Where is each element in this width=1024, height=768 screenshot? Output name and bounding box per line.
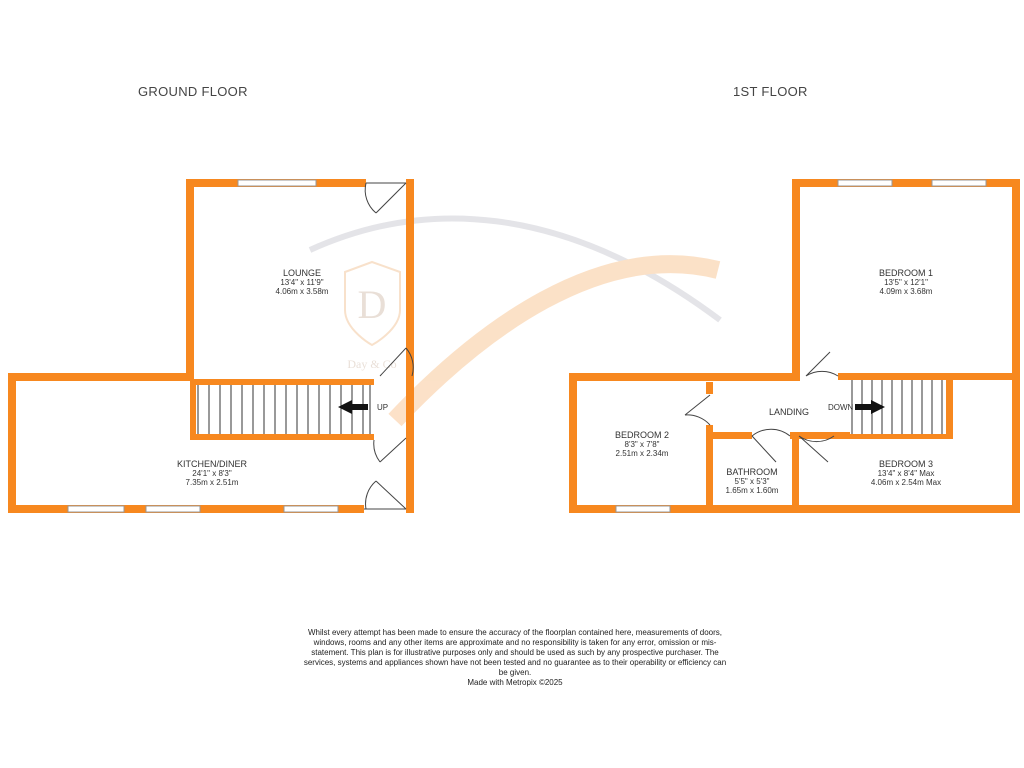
disclaimer xyxy=(300,628,730,688)
bedroom2-metric: 2.51m x 2.34m xyxy=(615,449,669,458)
wall xyxy=(946,378,953,438)
kitchen-name: KITCHEN/DINER xyxy=(176,459,248,469)
bedroom1-metric: 4.09m x 3.68m xyxy=(879,287,933,296)
wall xyxy=(706,432,752,439)
ground-floor-plan xyxy=(8,179,414,513)
bedroom3-name: BEDROOM 3 xyxy=(878,459,934,469)
lounge-imperial: 13'4" x 11'9" xyxy=(280,278,324,287)
bedroom2-imperial: 8'3" x 7'8" xyxy=(624,440,660,449)
first-floor-plan xyxy=(569,179,1020,513)
disclaimer-text: Whilst every attempt has been made to ensure the accuracy of the floorplan contained here, measurements of doors, windows, rooms and any other items are approximate and no responsibility is taken for any error, omission or mis-statement. This plan is for illustrative purposes only and should be used as such by any prospective purchaser. The services, systems and appliances shown have not been tested and no guarantee as to their operability or efficiency can be given. xyxy=(303,628,727,677)
wall xyxy=(792,179,800,379)
doors-ground xyxy=(364,183,413,509)
window xyxy=(238,180,316,186)
wall xyxy=(190,379,196,440)
wall xyxy=(838,373,1020,380)
window xyxy=(838,180,892,186)
bedroom1-imperial: 13'5" x 12'1" xyxy=(884,278,928,287)
wall xyxy=(792,432,799,513)
wall xyxy=(8,373,194,381)
first-floor-title: 1ST FLOOR xyxy=(733,84,808,99)
window xyxy=(146,506,200,512)
window xyxy=(68,506,124,512)
kitchen-imperial: 24'1" x 8'3" xyxy=(192,469,232,478)
wall xyxy=(190,434,374,440)
watermark xyxy=(310,218,720,420)
window xyxy=(616,506,670,512)
ground-floor-title: GROUND FLOOR xyxy=(138,84,248,99)
wall xyxy=(569,373,800,381)
landing-name: LANDING xyxy=(768,407,810,417)
window xyxy=(932,180,986,186)
wall xyxy=(1012,179,1020,513)
wall xyxy=(190,379,374,385)
watermark-text: Day & Co xyxy=(347,357,397,371)
lounge-name: LOUNGE xyxy=(282,268,322,278)
stair-label-up: UP xyxy=(377,403,389,412)
bedroom3-metric: 4.06m x 2.54m Max xyxy=(870,478,942,487)
kitchen-metric: 7.35m x 2.51m xyxy=(185,478,239,487)
wall xyxy=(569,373,577,513)
wall xyxy=(8,373,16,513)
stair-label-down: DOWN xyxy=(828,403,854,412)
wall xyxy=(850,434,953,439)
bedroom3-imperial: 13'4" x 8'4" Max xyxy=(877,469,935,478)
watermark-letter: D xyxy=(357,282,387,327)
wall xyxy=(706,382,713,394)
disclaimer-credit: Made with Metropix ©2025 xyxy=(467,678,563,687)
bedroom1-name: BEDROOM 1 xyxy=(878,268,934,278)
bathroom-imperial: 5'5" x 5'3" xyxy=(734,477,770,486)
bathroom-name: BATHROOM xyxy=(726,467,778,477)
lounge-metric: 4.06m x 3.58m xyxy=(275,287,329,296)
bedroom2-name: BEDROOM 2 xyxy=(614,430,670,440)
wall xyxy=(406,179,414,513)
wall xyxy=(186,179,194,380)
bathroom-metric: 1.65m x 1.60m xyxy=(725,486,779,495)
window xyxy=(284,506,338,512)
stair-arrow-right-icon xyxy=(855,400,885,414)
